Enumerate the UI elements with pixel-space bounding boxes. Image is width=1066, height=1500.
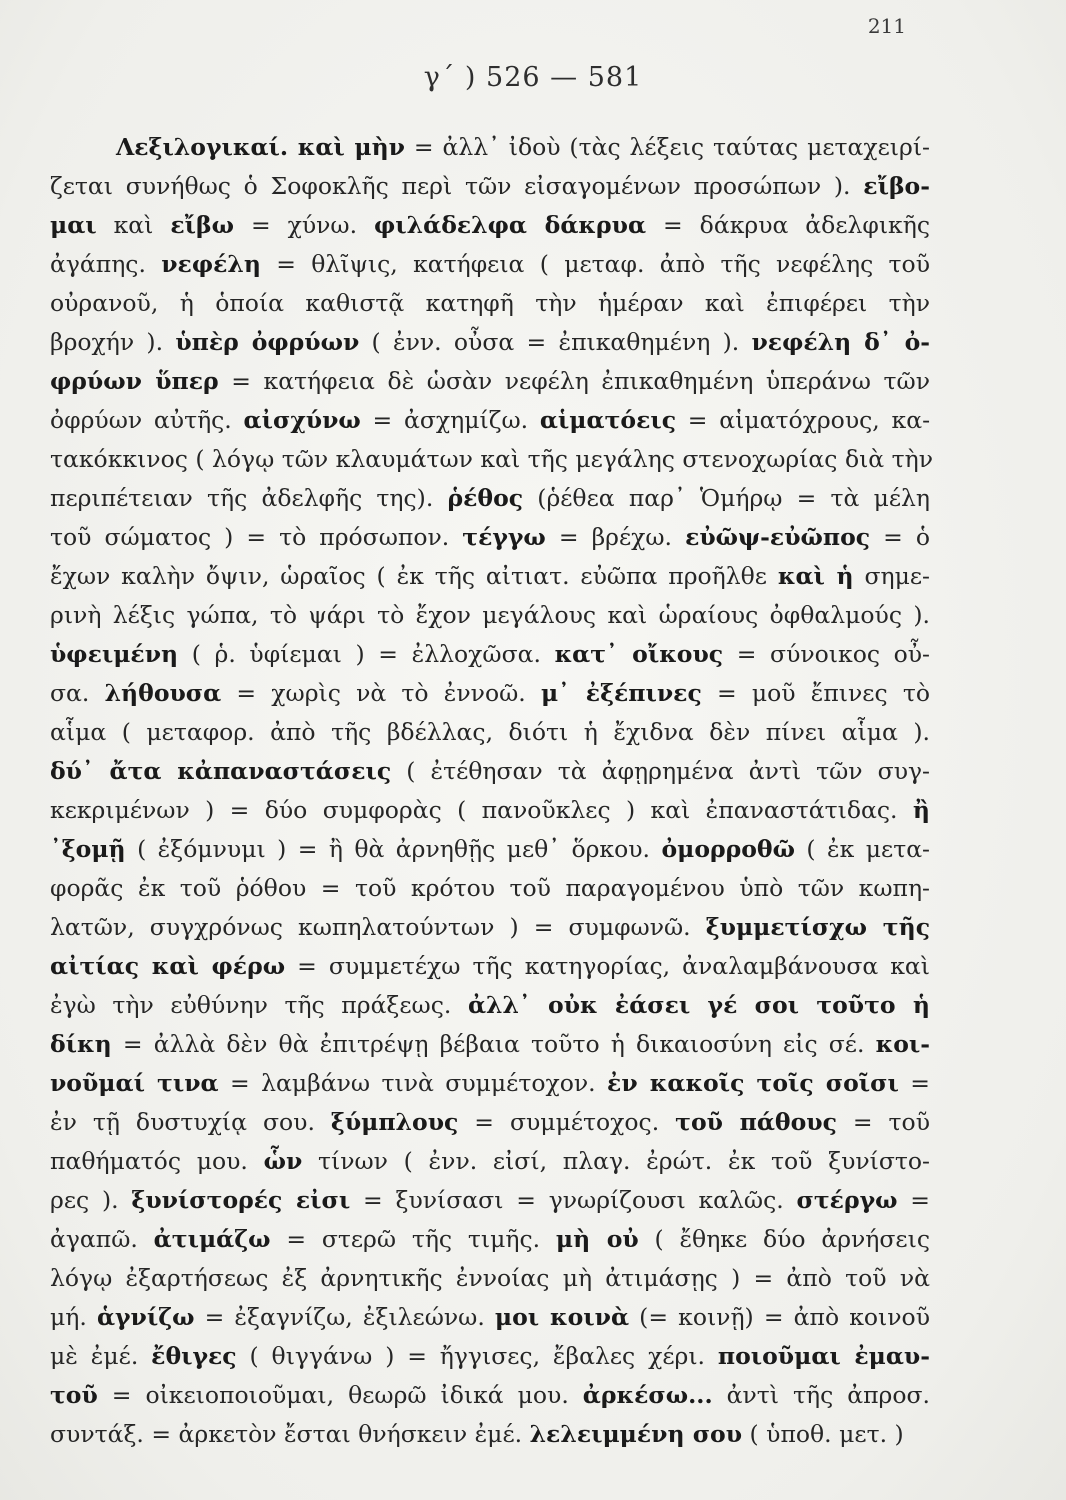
gloss-text: βροχήν ). <box>50 328 176 356</box>
text-line <box>50 986 930 1025</box>
gloss-text: καὶ <box>96 211 171 239</box>
gloss-text: = στερῶ τῆς τιμῆς. <box>270 1225 556 1253</box>
text-line <box>50 1181 930 1220</box>
gloss-text: κεκριμένων ) = δύο συμφορὰς ( πανοῦκλες ) καὶ ἐπαναστάτιδας. <box>50 796 913 824</box>
gloss-text: ἀντὶ τῆς ἀπροσ. <box>712 1381 930 1409</box>
text-line <box>50 947 930 986</box>
text-line <box>50 1064 930 1103</box>
headword: ξυνίστορές εἰσι <box>131 1186 351 1214</box>
gloss-text: ζεται συνήθως ὁ Σοφοκλῆς περὶ τῶν εἰσαγομένων προσώπων ). <box>50 172 864 200</box>
text-line <box>50 245 930 284</box>
text-line <box>50 908 930 947</box>
gloss-text: = κατήφεια δὲ ὡσὰν νεφέλη ἐπικαθημένη ὑπεράνω τῶν <box>218 367 930 395</box>
gloss-text: = <box>897 1186 930 1214</box>
headword: φρύων ὕπερ <box>50 367 219 395</box>
gloss-text: = ἀλλὰ δὲν θὰ ἐπιτρέψῃ βέβαια τοῦτο ἡ δικαιοσύνη εἰς σέ. <box>111 1030 876 1058</box>
gloss-text: (ῥέθεα παρ᾽ Ὁμήρῳ = τὰ μέλη <box>523 484 930 512</box>
headword: ὧν <box>263 1147 303 1175</box>
text-line <box>50 1259 930 1298</box>
gloss-text: τίνων ( ἐνν. εἰσί, πλαγ. ἐρώτ. ἐκ τοῦ ξυνίστο- <box>302 1147 930 1175</box>
gloss-text: ἀγάπης. <box>50 250 162 278</box>
text-line <box>50 518 930 557</box>
gloss-text: = δάκρυα ἀδελφικῆς <box>646 211 930 239</box>
headword: ξύμπλους <box>330 1108 459 1136</box>
text-line <box>50 362 930 401</box>
gloss-text: σα. <box>50 679 105 707</box>
headword: ἀτιμάζω <box>153 1225 271 1253</box>
text-line <box>50 128 930 167</box>
headword: Λεξιλογικαί. καὶ μὴν <box>116 133 405 161</box>
gloss-text: λατῶν, συγχρόνως κωπηλατούντων ) = συμφωνῶ. <box>50 913 706 941</box>
gloss-text: ρες ). <box>50 1186 132 1214</box>
headword: ἀλλ᾽ οὐκ ἐάσει γέ σοι τοῦτο ἡ <box>467 991 930 1019</box>
headword: δύ᾽ ἄτα κἀπαναστάσεις <box>50 757 392 785</box>
gloss-text: ( ῥ. ὑφίεμαι ) = ἐλλοχῶσα. <box>178 640 555 668</box>
headword: αἰτίας καὶ φέρω <box>50 952 286 980</box>
headword: δίκη <box>50 1030 112 1058</box>
headword: μαι <box>50 211 97 239</box>
headword: μοι κοινὰ <box>494 1303 630 1331</box>
headword: κοι- <box>875 1030 930 1058</box>
glossary-text <box>50 128 934 1454</box>
text-line <box>50 869 930 908</box>
gloss-text: ( ἐκ μετα- <box>794 835 930 863</box>
text-line <box>50 440 934 479</box>
gloss-text: οὐρανοῦ, ἡ ὁποία καθιστᾷ κατηφῆ τὴν ἡμέραν καὶ ἐπιφέρει τὴν <box>50 289 930 317</box>
gloss-text: τακόκκινος ( λόγῳ τῶν κλαυμάτων καὶ τῆς μεγάλης στενοχωρίας διὰ τὴν <box>50 445 934 473</box>
text-line <box>50 1220 930 1259</box>
gloss-text: = συμμετέχω τῆς κατηγορίας, ἀναλαμβάνουσα καὶ <box>285 952 931 980</box>
headword: ἢ <box>912 796 930 824</box>
text-line <box>50 557 930 596</box>
gloss-text: ὀφρύων αὐτῆς. <box>50 406 244 434</box>
text-line <box>50 323 930 362</box>
text-line <box>50 401 930 440</box>
gloss-text: μή. <box>50 1303 97 1331</box>
headword: ῥέθος <box>447 484 524 512</box>
text-line <box>50 1142 930 1181</box>
headword: τοῦ πάθους <box>675 1108 837 1136</box>
gloss-text: τοῦ σώματος ) = τὸ πρόσωπον. <box>50 523 463 551</box>
headword: ἐν κακοῖς τοῖς σοῖσι <box>607 1069 899 1097</box>
gloss-text: ( ἐτέθησαν τὰ ἀφῃρημένα ἀντὶ τῶν συγ- <box>391 757 930 785</box>
text-line <box>50 1415 930 1454</box>
headword: στέργω <box>796 1186 898 1214</box>
headword: νεφέλη δ᾽ ὀ- <box>751 328 931 356</box>
text-line <box>50 1298 930 1337</box>
gloss-text: = <box>898 1069 930 1097</box>
headword: ἀρκέσω... <box>582 1381 713 1409</box>
page-number: 211 <box>867 14 906 38</box>
gloss-text: = σύνοικος οὖ- <box>723 640 931 668</box>
gloss-text: ρινὴ λέξις γώπα, τὸ ψάρι τὸ ἔχον μεγάλους καὶ ὡραίους ὀφθαλμούς ). <box>50 601 930 629</box>
text-line <box>50 791 930 830</box>
gloss-text: = ὁ <box>870 523 930 551</box>
text-line <box>50 635 930 674</box>
gloss-text: = συμμέτοχος. <box>458 1108 676 1136</box>
gloss-text: = οἰκειοποιοῦμαι, θεωρῶ ἰδικά μου. <box>97 1381 583 1409</box>
gloss-text: ἀγαπῶ. <box>50 1225 154 1253</box>
gloss-text: = χύνω. <box>234 211 375 239</box>
headword: ὑφειμένη <box>50 640 179 668</box>
text-line <box>50 830 930 869</box>
gloss-text: ( ἔθηκε δύο ἀρνήσεις <box>638 1225 930 1253</box>
headword: λήθουσα <box>104 679 222 707</box>
headword: καὶ ἡ <box>777 562 854 590</box>
section-heading: γ΄ ) 526 — 581 <box>423 62 643 93</box>
headword: εἴβο- <box>863 172 930 200</box>
gloss-text: ( ἐξόμνυμι ) = ἢ θὰ ἀρνηθῇς μεθ᾽ ὅρκου. <box>125 835 662 863</box>
gloss-text: = ἀλλ᾽ ἰδοὺ (τὰς λέξεις ταύτας μεταχειρί- <box>404 133 930 161</box>
gloss-text: = χωρὶς νὰ τὸ ἐννοῶ. <box>221 679 541 707</box>
gloss-text: = βρέχω. <box>545 523 686 551</box>
gloss-text: (= κοινῇ) = ἀπὸ κοινοῦ <box>629 1303 930 1331</box>
headword: νοῦμαί τινα <box>50 1069 219 1097</box>
headword: νεφέλη <box>161 250 261 278</box>
headword: εἴβω <box>170 211 234 239</box>
gloss-text: ἐν τῇ δυστυχίᾳ σου. <box>50 1108 331 1136</box>
gloss-text: = τοῦ <box>836 1108 930 1136</box>
headword: αἱματόεις <box>539 406 677 434</box>
headword: ᾽ξομῇ <box>50 835 126 863</box>
gloss-text: λόγῳ ἐξαρτήσεως ἐξ ἀρνητικῆς ἐννοίας μὴ ἀτιμάσῃς ) = ἀπὸ τοῦ νὰ <box>50 1264 930 1292</box>
gloss-text: ( ἐνν. οὖσα = ἐπικαθημένη ). <box>359 328 752 356</box>
headword: μὴ οὐ <box>555 1225 639 1253</box>
text-line <box>50 713 930 752</box>
gloss-text: = αἱματόχρους, κα- <box>676 406 931 434</box>
gloss-text: = ξυνίσασι = γνωρίζουσι καλῶς. <box>350 1186 797 1214</box>
headword: τέγγω <box>462 523 546 551</box>
text-line <box>50 596 930 635</box>
headword: εὐῶψ-εὐῶπος <box>685 523 871 551</box>
headword: κατ᾽ οἴκους <box>554 640 724 668</box>
gloss-text: ( ὑποθ. μετ. ) <box>742 1420 904 1448</box>
headword: φιλάδελφα δάκρυα <box>374 211 647 239</box>
gloss-text: αἷμα ( μεταφορ. ἀπὸ τῆς βδέλλας, διότι ἡ ἔχιδνα δὲν πίνει αἷμα ). <box>50 718 930 746</box>
headword: μ᾽ ἐξέπινες <box>540 679 702 707</box>
headword: λελειμμένη σου <box>529 1420 743 1448</box>
gloss-text: = ἀσχημίζω. <box>360 406 540 434</box>
text-line <box>50 479 930 518</box>
gloss-text: φορᾶς ἐκ τοῦ ῥόθου = τοῦ κρότου τοῦ παραγομένου ὑπὸ τῶν κωπη- <box>50 874 930 902</box>
headword: ὀμορροθῶ <box>661 835 795 863</box>
text-line <box>50 1376 930 1415</box>
headword: ἁγνίζω <box>96 1303 195 1331</box>
gloss-text: περιπέτειαν τῆς ἀδελφῆς της). <box>50 484 448 512</box>
gloss-text: = μοῦ ἔπινες τὸ <box>701 679 930 707</box>
headword: ὑπὲρ ὀφρύων <box>175 328 360 356</box>
text-line <box>50 752 930 791</box>
gloss-text: = θλῖψις, κατήφεια ( μεταφ. ἀπὸ τῆς νεφέλης τοῦ <box>260 250 930 278</box>
headword: ξυμμετίσχω τῆς <box>705 913 930 941</box>
text-line <box>50 1025 930 1064</box>
headword: ποιοῦμαι ἐμαυ- <box>717 1342 930 1370</box>
gloss-text: ( θιγγάνω ) = ἤγγισες, ἔβαλες χέρι. <box>236 1342 718 1370</box>
text-line <box>50 1337 930 1376</box>
gloss-text: σημε- <box>853 562 930 590</box>
headword: αἰσχύνω <box>243 406 361 434</box>
gloss-text: ἔχων καλὴν ὄψιν, ὡραῖος ( ἐκ τῆς αἰτιατ. εὐῶπα προῆλθε <box>50 562 778 590</box>
gloss-text: = ἐξαγνίζω, ἐξιλεώνω. <box>194 1303 495 1331</box>
gloss-text: = λαμβάνω τινὰ συμμέτοχον. <box>218 1069 608 1097</box>
gloss-text: ἐγὼ τὴν εὐθύνην τῆς πράξεως. <box>50 991 468 1019</box>
gloss-text: μὲ ἐμέ. <box>50 1342 152 1370</box>
text-line <box>50 284 930 323</box>
headword: ἔθιγες <box>151 1342 237 1370</box>
gloss-text: συντάξ. = ἀρκετὸν ἔσται θνήσκειν ἐμέ. <box>50 1420 530 1448</box>
gloss-text: παθήματός μου. <box>50 1147 264 1175</box>
text-line <box>50 1103 930 1142</box>
text-line <box>50 674 930 713</box>
text-line <box>50 167 930 206</box>
text-line <box>50 206 930 245</box>
headword: τοῦ <box>50 1381 98 1409</box>
